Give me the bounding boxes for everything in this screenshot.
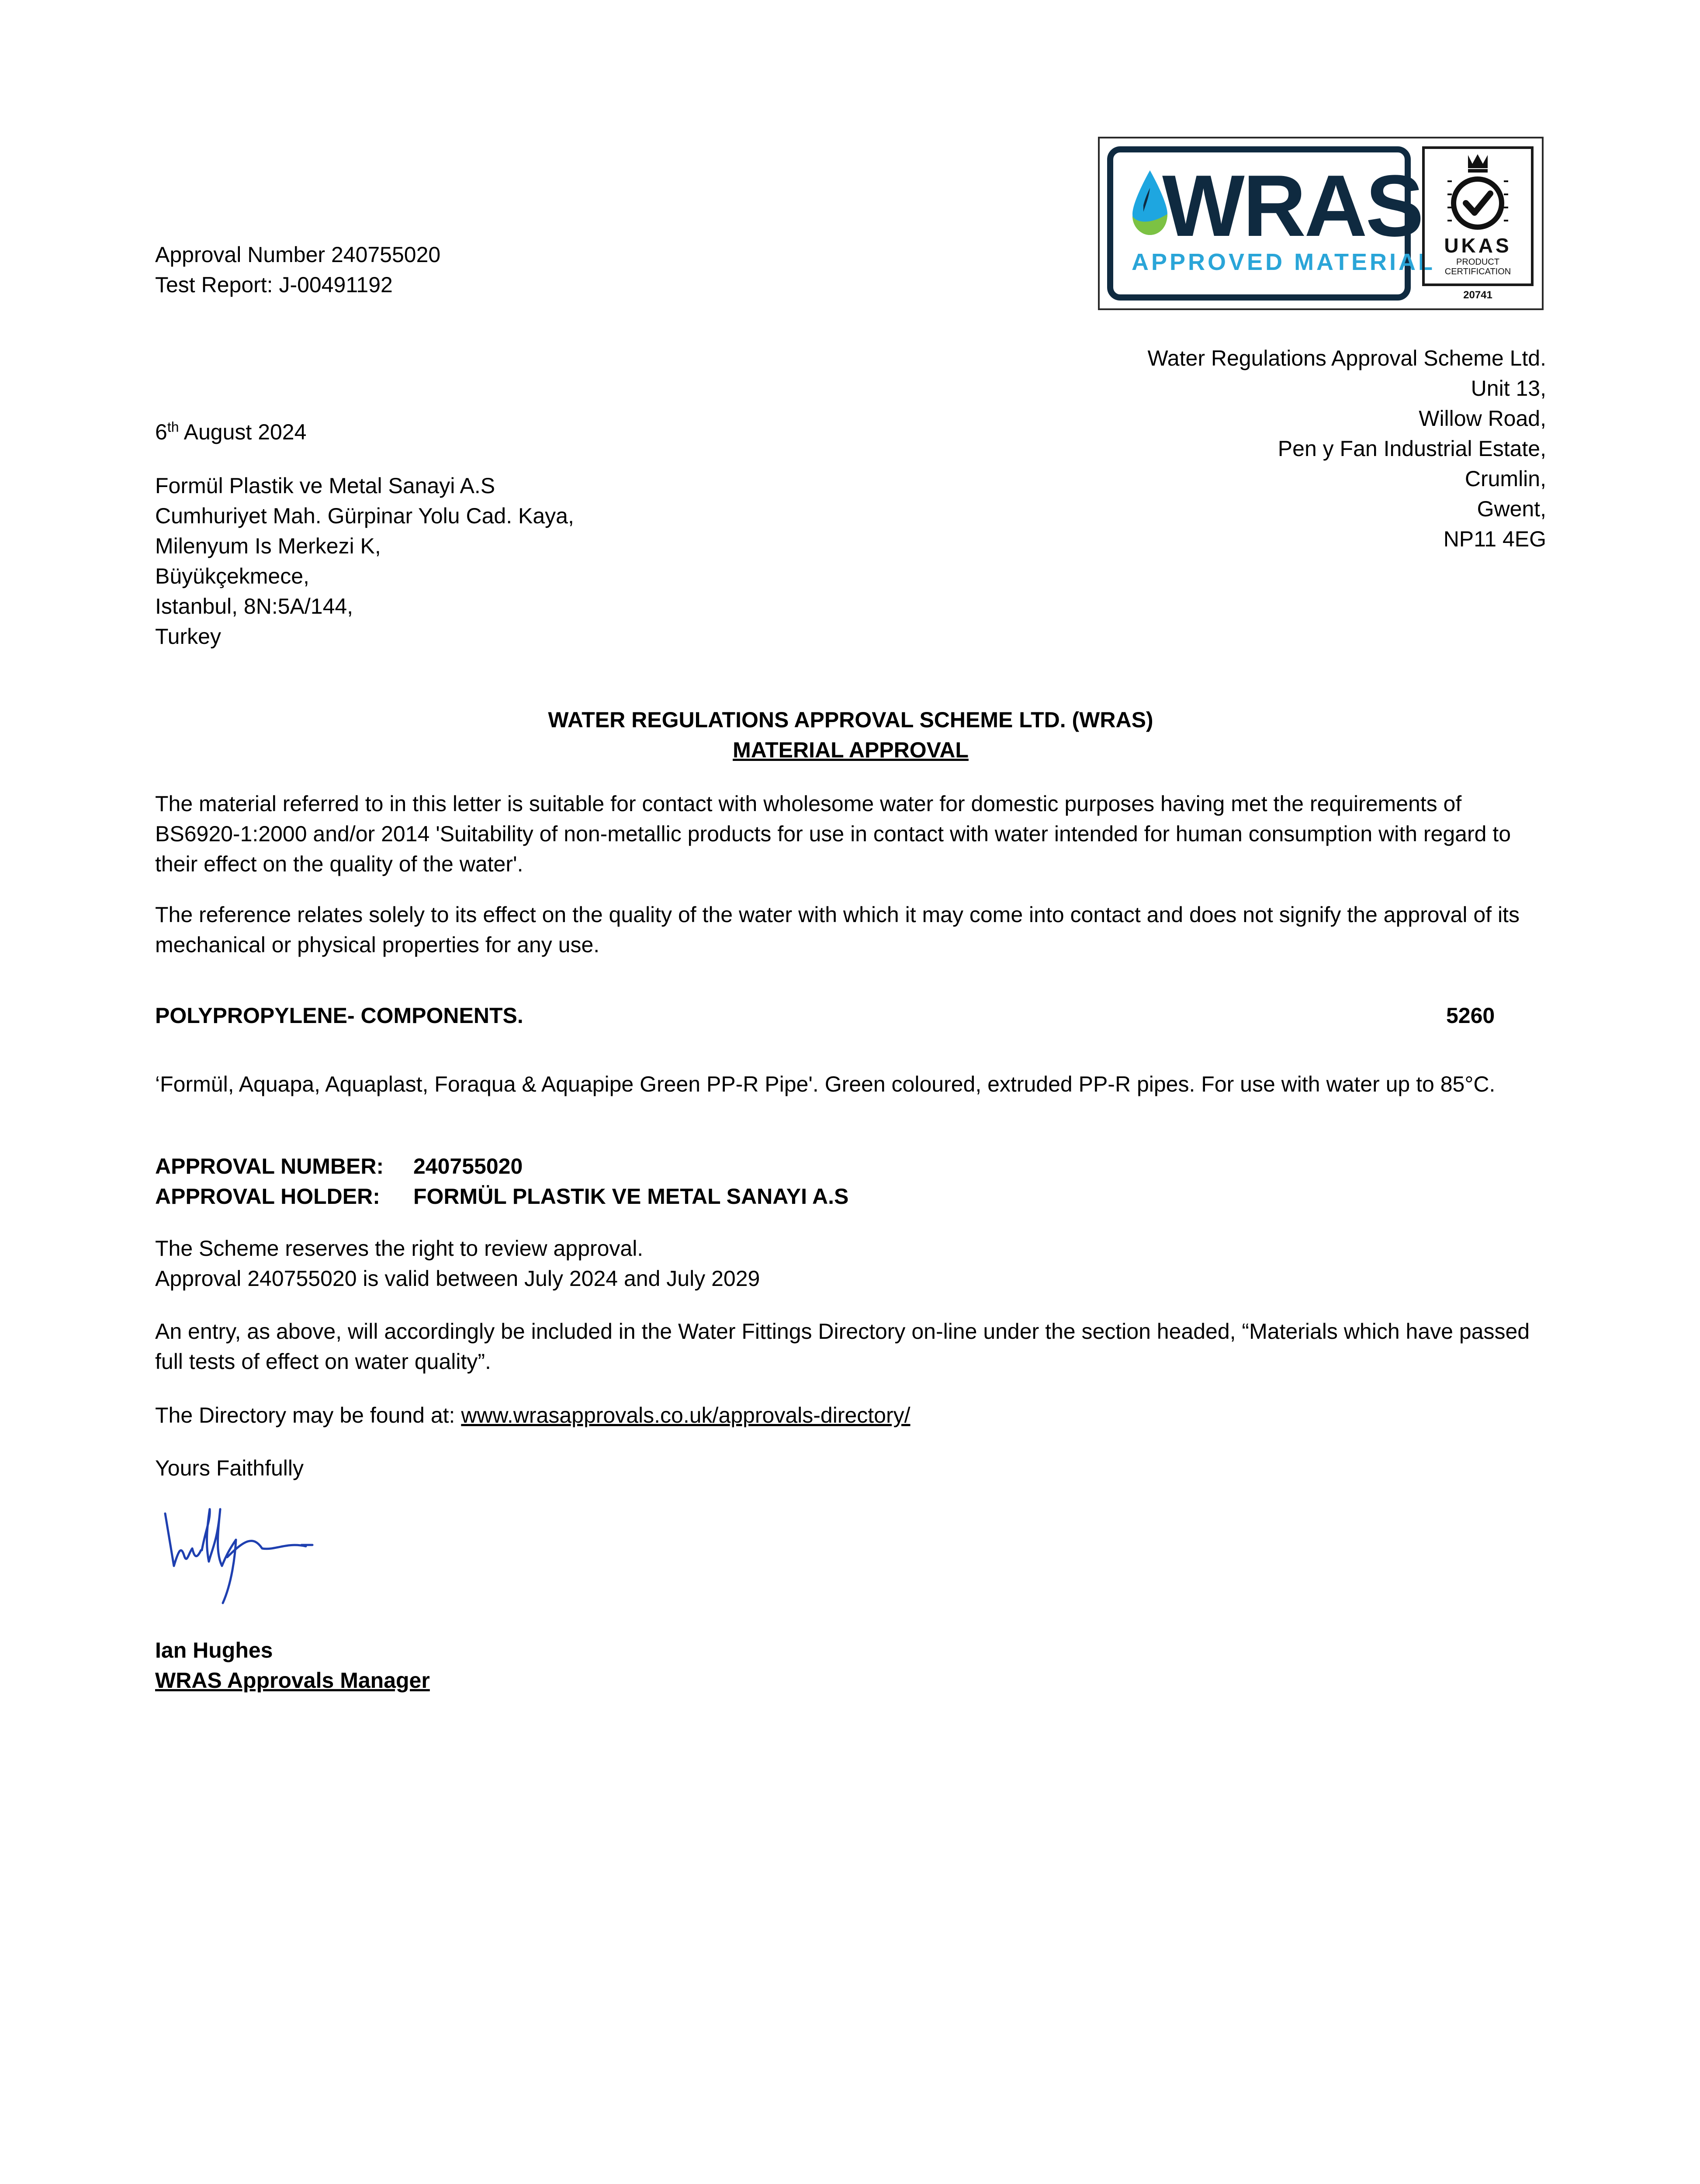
body-paragraph-1: The material referred to in this letter is suitable for contact with wholesome water for domestic purposes having met the requirements of BS6920-1:2000 and/or 2014 'Suitability of non-metallic products for use in contact with water intended for human consumption with regard to their effect on the quality of the water'. bbox=[155, 791, 1511, 876]
signature-image bbox=[162, 1505, 315, 1607]
recipient-address-line: Formül Plastik ve Metal Sanayi A.S bbox=[155, 473, 495, 498]
ukas-certification: CERTIFICATION bbox=[1444, 267, 1511, 276]
date-day: 6 bbox=[155, 420, 167, 444]
wras-tagline: APPROVED MATERIAL bbox=[1132, 249, 1436, 275]
approval-holder-value: FORMÜL PLASTIK VE METAL SANAYI A.S bbox=[413, 1184, 849, 1209]
body-paragraph-2: The reference relates solely to its effect on the quality of the water with which it may come into contact and does not signify the approval of its mechanical or physical properties for any use. bbox=[155, 902, 1520, 957]
signatory-name: Ian Hughes bbox=[155, 1638, 273, 1662]
sender-address-line: NP11 4EG bbox=[1443, 527, 1546, 551]
directory-line bbox=[155, 1400, 911, 1431]
closing: Yours Faithfully bbox=[155, 1456, 304, 1480]
sender-address bbox=[1147, 343, 1546, 554]
product-description: ‘Formül, Aquapa, Aquaplast, Foraqua & Aquapipe Green PP-R Pipe'. Green coloured, extruded PP-R pipes. For use with water up to 85°C. bbox=[155, 1072, 1496, 1096]
date-rest: August 2024 bbox=[179, 420, 307, 444]
title-line-2: MATERIAL APPROVAL bbox=[733, 738, 969, 762]
recipient-address-line: Istanbul, 8N:5A/144, bbox=[155, 594, 353, 619]
ukas-wordmark: UKAS bbox=[1444, 234, 1512, 257]
crown-check-icon bbox=[1444, 151, 1512, 234]
sender-address-line: Pen y Fan Industrial Estate, bbox=[1278, 436, 1546, 461]
approval-number-value: 240755020 bbox=[413, 1154, 523, 1178]
ukas-product: PRODUCT bbox=[1456, 257, 1499, 267]
directory-paragraph: An entry, as above, will accordingly be included in the Water Fittings Directory on-line under the section headed, “Materials which have passed full tests of effect on water quality”. bbox=[155, 1319, 1530, 1374]
material-category: POLYPROPYLENE- COMPONENTS. bbox=[155, 1003, 523, 1028]
sender-address-line: Willow Road, bbox=[1419, 406, 1546, 431]
recipient-address bbox=[155, 471, 574, 652]
recipient-address-line: Milenyum Is Merkezi K, bbox=[155, 534, 381, 558]
directory-prefix: The Directory may be found at: bbox=[155, 1403, 461, 1427]
sender-address-line: Crumlin, bbox=[1465, 467, 1546, 491]
approval-holder-label: APPROVAL HOLDER: bbox=[155, 1184, 380, 1209]
title-line-1: WATER REGULATIONS APPROVAL SCHEME LTD. (WRAS) bbox=[548, 708, 1153, 732]
review-line: The Scheme reserves the right to review approval. bbox=[155, 1236, 644, 1261]
validity-line: Approval 240755020 is valid between July 2024 and July 2029 bbox=[155, 1266, 760, 1291]
approval-number-label: APPROVAL NUMBER: bbox=[155, 1154, 384, 1178]
letter-date bbox=[155, 417, 306, 447]
ukas-subtitle bbox=[1425, 257, 1530, 276]
recipient-address-line: Turkey bbox=[155, 624, 221, 649]
date-suffix: th bbox=[167, 419, 179, 435]
document-title bbox=[155, 705, 1546, 765]
title-line-2-wrap bbox=[155, 735, 1546, 765]
recipient-address-line: Cumhuriyet Mah. Gürpinar Yolu Cad. Kaya, bbox=[155, 504, 574, 528]
test-report-line: Test Report: J-00491192 bbox=[155, 273, 393, 297]
sender-address-line: Water Regulations Approval Scheme Ltd. bbox=[1147, 346, 1546, 370]
ukas-number: 20741 bbox=[1463, 289, 1492, 301]
sender-address-line: Unit 13, bbox=[1471, 376, 1546, 401]
signatory-role-wrap bbox=[155, 1666, 430, 1696]
sender-address-line: Gwent, bbox=[1477, 497, 1546, 521]
recipient-address-line: Büyükçekmece, bbox=[155, 564, 309, 588]
signatory-role: WRAS Approvals Manager bbox=[155, 1668, 430, 1693]
category-code: 5260 bbox=[1446, 1003, 1495, 1028]
directory-link[interactable]: www.wrasapprovals.co.uk/approvals-directory/ bbox=[461, 1403, 911, 1427]
approval-number-line: Approval Number 240755020 bbox=[155, 242, 441, 267]
wras-wordmark: WRAS bbox=[1162, 157, 1423, 255]
